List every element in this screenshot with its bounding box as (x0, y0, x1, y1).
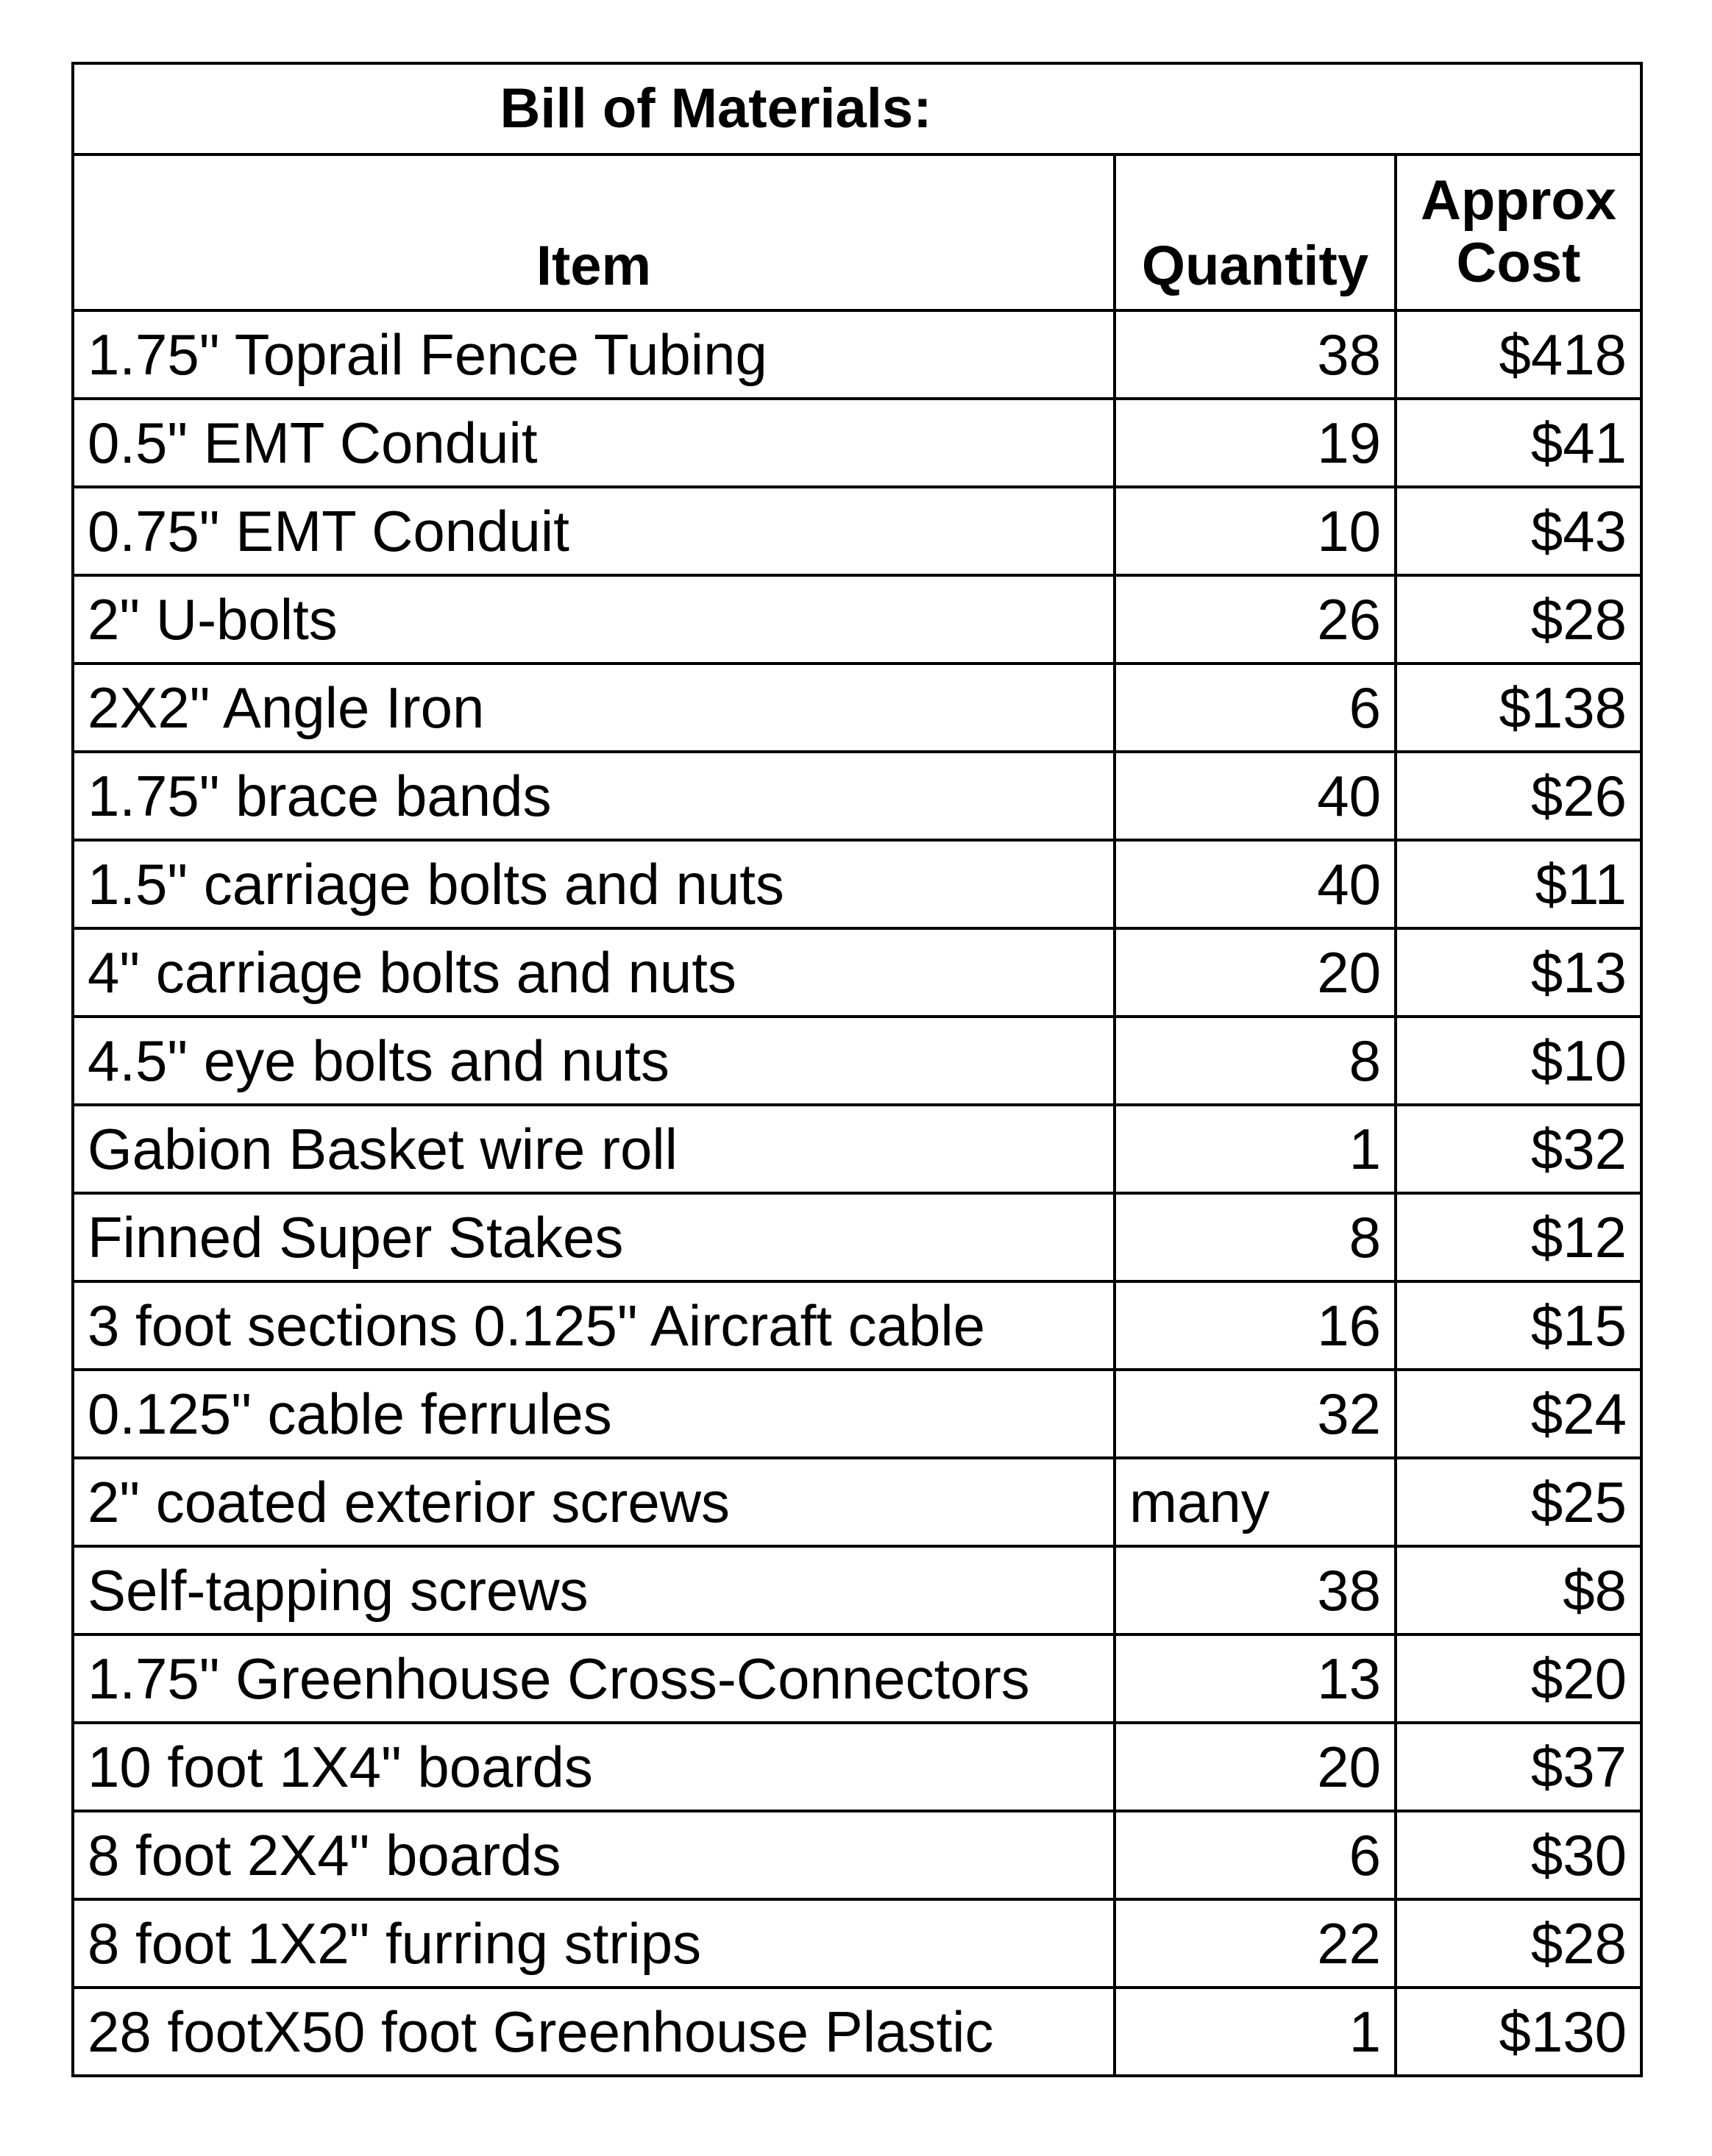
quantity-cell: 40 (1115, 840, 1396, 928)
item-cell: 1.75" brace bands (73, 752, 1115, 840)
quantity-cell: many (1115, 1458, 1396, 1546)
column-header-cost (1396, 154, 1641, 310)
item-cell: 0.75" EMT Conduit (73, 487, 1115, 575)
item-cell: Gabion Basket wire roll (73, 1105, 1115, 1193)
table-row (73, 1723, 1641, 1811)
cost-cell: $28 (1396, 1899, 1641, 1988)
cost-cell: $130 (1396, 1988, 1641, 2076)
table-row (73, 1988, 1641, 2076)
quantity-cell: 1 (1115, 1105, 1396, 1193)
quantity-cell: 38 (1115, 310, 1396, 399)
table-row (73, 1105, 1641, 1193)
item-cell: 2X2" Angle Iron (73, 663, 1115, 752)
cost-cell: $138 (1396, 663, 1641, 752)
table-row (73, 487, 1641, 575)
cost-cell: $13 (1396, 928, 1641, 1017)
table-row (73, 310, 1641, 399)
table-row (73, 1546, 1641, 1634)
quantity-cell: 20 (1115, 928, 1396, 1017)
cost-cell: $24 (1396, 1370, 1641, 1458)
cost-cell: $28 (1396, 575, 1641, 663)
quantity-cell: 6 (1115, 1811, 1396, 1899)
title-row (73, 63, 1641, 154)
item-cell: 8 foot 1X2" furring strips (73, 1899, 1115, 1988)
quantity-cell: 22 (1115, 1899, 1396, 1988)
item-cell: 0.5" EMT Conduit (73, 399, 1115, 487)
table-row (73, 1017, 1641, 1105)
item-cell: 3 foot sections 0.125" Aircraft cable (73, 1281, 1115, 1370)
item-cell: 2" U-bolts (73, 575, 1115, 663)
cost-cell: $37 (1396, 1723, 1641, 1811)
cost-cell: $30 (1396, 1811, 1641, 1899)
quantity-cell: 6 (1115, 663, 1396, 752)
table-row (73, 1193, 1641, 1281)
item-cell: Finned Super Stakes (73, 1193, 1115, 1281)
column-header-item: Item (73, 154, 1115, 310)
table-row (73, 399, 1641, 487)
quantity-cell: 26 (1115, 575, 1396, 663)
quantity-cell: 10 (1115, 487, 1396, 575)
cost-cell: $8 (1396, 1546, 1641, 1634)
cost-cell: $15 (1396, 1281, 1641, 1370)
table-row (73, 1899, 1641, 1988)
quantity-cell: 13 (1115, 1634, 1396, 1723)
item-cell: 2" coated exterior screws (73, 1458, 1115, 1546)
cost-cell: $41 (1396, 399, 1641, 487)
item-cell: 28 footX50 foot Greenhouse Plastic (73, 1988, 1115, 2076)
item-cell: 1.5" carriage bolts and nuts (73, 840, 1115, 928)
cost-cell: $11 (1396, 840, 1641, 928)
quantity-cell: 19 (1115, 399, 1396, 487)
item-cell: 4" carriage bolts and nuts (73, 928, 1115, 1017)
quantity-cell: 40 (1115, 752, 1396, 840)
column-header-cost-line2: Cost (1456, 231, 1581, 294)
table-row (73, 1370, 1641, 1458)
table-row (73, 575, 1641, 663)
cost-cell: $418 (1396, 310, 1641, 399)
item-cell: Self-tapping screws (73, 1546, 1115, 1634)
item-cell: 1.75" Greenhouse Cross-Connectors (73, 1634, 1115, 1723)
column-header-quantity: Quantity (1115, 154, 1396, 310)
quantity-cell: 20 (1115, 1723, 1396, 1811)
table-row (73, 928, 1641, 1017)
cost-cell: $26 (1396, 752, 1641, 840)
quantity-cell: 8 (1115, 1017, 1396, 1105)
cost-cell: $43 (1396, 487, 1641, 575)
table-row (73, 1811, 1641, 1899)
quantity-cell: 32 (1115, 1370, 1396, 1458)
column-header-cost-line1: Approx (1421, 168, 1616, 232)
table-row (73, 1458, 1641, 1546)
table-title-cell (73, 63, 1641, 154)
cost-cell: $25 (1396, 1458, 1641, 1546)
table-row (73, 840, 1641, 928)
item-cell: 4.5" eye bolts and nuts (73, 1017, 1115, 1105)
cost-cell: $10 (1396, 1017, 1641, 1105)
bill-of-materials-table (71, 62, 1643, 2077)
table-row (73, 663, 1641, 752)
cost-cell: $12 (1396, 1193, 1641, 1281)
item-cell: 1.75" Toprail Fence Tubing (73, 310, 1115, 399)
quantity-cell: 16 (1115, 1281, 1396, 1370)
table-row (73, 1634, 1641, 1723)
item-cell: 10 foot 1X4" boards (73, 1723, 1115, 1811)
quantity-cell: 1 (1115, 1988, 1396, 2076)
quantity-cell: 8 (1115, 1193, 1396, 1281)
table-title: Bill of Materials: (500, 77, 932, 140)
item-cell: 0.125" cable ferrules (73, 1370, 1115, 1458)
cost-cell: $20 (1396, 1634, 1641, 1723)
item-cell: 8 foot 2X4" boards (73, 1811, 1115, 1899)
quantity-cell: 38 (1115, 1546, 1396, 1634)
table-row (73, 1281, 1641, 1370)
cost-cell: $32 (1396, 1105, 1641, 1193)
table-body (73, 63, 1641, 2076)
table-row (73, 752, 1641, 840)
header-row (73, 154, 1641, 310)
